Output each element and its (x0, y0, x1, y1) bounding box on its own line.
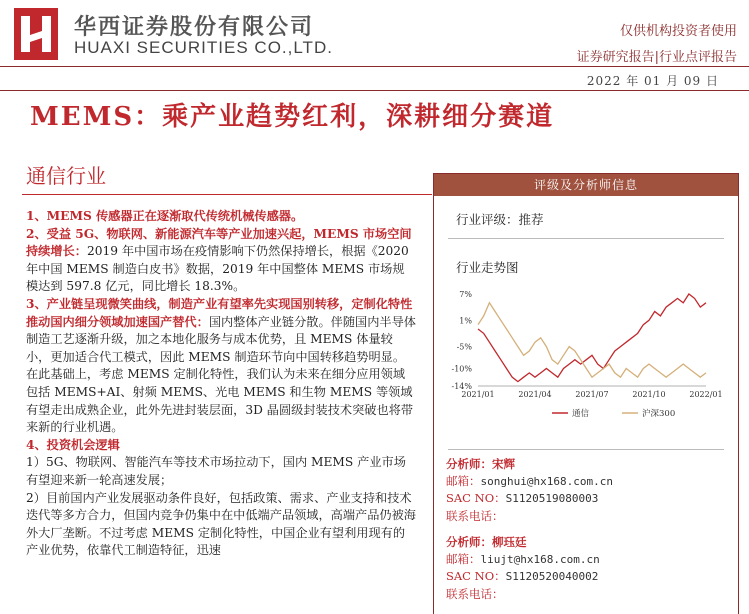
rating-divider (448, 238, 724, 239)
point-4-item-1: 1）5G、物联网、智能汽车等技术市场拉动下，国内 MEMS 产业市场有望迎来新一轮高速发展； (26, 455, 406, 487)
y-tick-label: -10% (451, 364, 472, 374)
industry-rating (456, 210, 544, 228)
analyst-1-sac-label: SAC NO： (446, 491, 506, 505)
point-4-heading: 4、投资机会逻辑 (26, 437, 120, 452)
industry-trend-chart (434, 282, 736, 442)
analyst-2-title: 分析师： (446, 535, 492, 549)
legend-label-1: 通信 (572, 409, 590, 419)
point-3-heading: 3、产业链呈现微笑曲线，制造产业有望率先实现国别转移，定制化特性推动国内细分领域加速国产替代： (26, 296, 413, 329)
industry-divider (22, 194, 432, 195)
x-tick-label: 2021/07 (575, 390, 609, 399)
company-name-en: HUAXI SECURITIES CO.,LTD. (74, 38, 333, 57)
y-tick-label: 7% (459, 290, 472, 299)
trend-label: 行业走势图 (456, 260, 519, 275)
x-tick-label: 2021/04 (518, 390, 552, 399)
analyst-1-name: 宋辉 (492, 457, 515, 471)
analyst-2 (446, 534, 600, 602)
analyst-1 (446, 456, 613, 524)
y-tick-label: -5% (456, 342, 472, 352)
point-1-heading: 1、MEMS 传感器正在逐渐取代传统机械传感器。 (26, 209, 304, 223)
analyst-1-email[interactable]: songhui@hx168.com.cn (480, 474, 613, 488)
y-tick-label: -14% (451, 382, 472, 391)
report-title: MEMS：乘产业趋势红利，深耕细分赛道 (30, 102, 555, 132)
disclaimer: 仅供机构投资者使用 (619, 24, 737, 39)
analyst-1-email-label: 邮箱： (446, 473, 481, 488)
series-line-2 (478, 303, 706, 377)
point-2-heading: 2、受益 5G、物联网、新能源汽车等产业加速兴起，MEMS 市场空间持续增长： (26, 226, 412, 259)
company-name-cn: 华西证券股份有限公司 (74, 15, 315, 40)
y-tick-label: 1% (459, 316, 472, 326)
rating-value: 推荐 (518, 212, 544, 227)
date-divider (0, 90, 749, 91)
report-body (26, 208, 416, 560)
analyst-2-phone-label: 联系电话： (446, 586, 504, 601)
analyst-2-name: 柳珏廷 (492, 535, 527, 549)
analyst-2-sac: S1120520040002 (505, 570, 599, 583)
x-tick-label: 2022/01 (689, 390, 723, 399)
header-divider (0, 66, 749, 67)
analyst-2-sac-label: SAC NO： (446, 569, 506, 583)
analyst-2-email-label: 邮箱： (446, 551, 481, 566)
huaxi-logo-icon (14, 8, 58, 60)
x-tick-label: 2021/10 (632, 390, 666, 399)
point-3-text: 国内整体产业链分散。伴随国内半导体制造工艺逐渐升级，加之本地化服务与成本优势，且 MEMS 体量较小，更加适合代工模式，因此 MEMS 制造环节向中国转移趋势明显。在此基础上，考虑 MEMS 定制化特性，我们认为未来在细分应用领域包括 MEMS+AI、射频 MEMS、光电 MEMS 和生物 MEMS 等领域有望走出成熟企业，此外先进封装层面，3D 晶圆级封装技术突破也将带来新的行业机遇。 (26, 314, 416, 435)
industry-label: 通信行业 (26, 164, 106, 188)
analyst-1-sac: S1120519080003 (505, 492, 599, 505)
chart-divider (448, 449, 724, 450)
point-4-item-2: 2）目前国内产业发展驱动条件良好，包括政策、需求、产业支持和技术迭代等多方合力，但国内竞争仍集中在中低端产品领域，高端产品仍被海外大厂垄断。不过考虑 MEMS 定制化特性，中国企业有望利用现有的产业优势，依靠代工制造特征，迅速 (26, 490, 416, 558)
report-type: 证券研究报告|行业点评报告 (576, 50, 737, 65)
panel-header: 评级及分析师信息 (434, 174, 738, 196)
rating-analyst-panel (433, 173, 739, 614)
analyst-1-phone-label: 联系电话： (446, 508, 504, 523)
analyst-2-email[interactable]: liujt@hx168.com.cn (480, 552, 600, 566)
point-2-text: 2019 年中国市场在疫情影响下仍然保持增长，根据《2020 年中国 MEMS 制造白皮书》数据，2019 年中国整体 MEMS 市场规模达到 597.8 亿元，同比增长 18.3%。 (26, 244, 409, 294)
x-tick-label: 2021/01 (461, 390, 495, 399)
analyst-1-title: 分析师： (446, 457, 492, 471)
legend-label-2: 沪深300 (642, 409, 676, 419)
report-date: 2022 年 01 月 09 日 (586, 74, 719, 88)
rating-label: 行业评级： (456, 212, 519, 227)
